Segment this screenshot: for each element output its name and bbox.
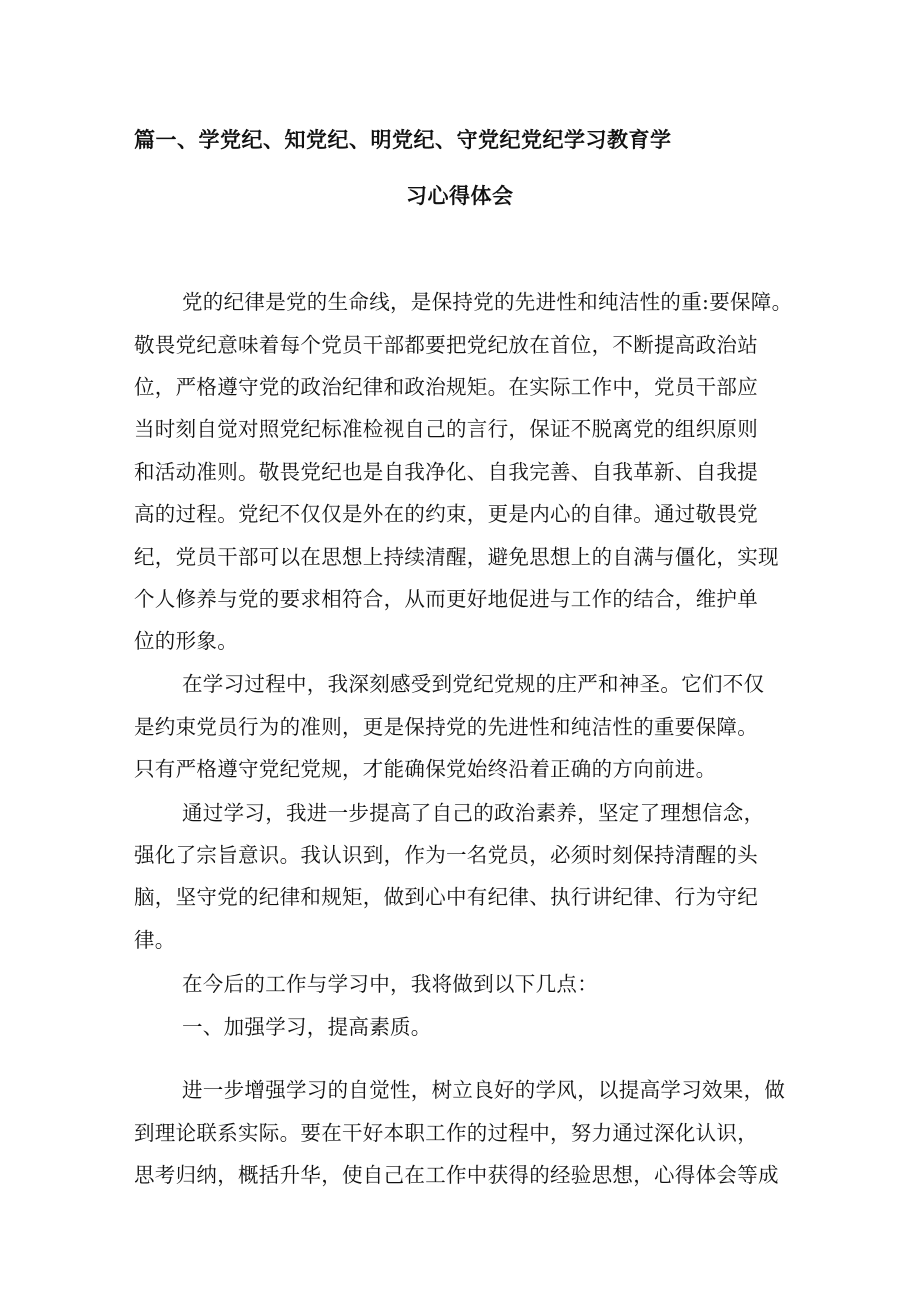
document-title-line-1: 篇一、学党纪、知党纪、明党纪、守党纪党纪学习教育学 bbox=[134, 128, 672, 152]
paragraph-line: 思考归纳，概括升华，使自己在工作中获得的经验思想，心得体会等成 bbox=[134, 1163, 779, 1187]
paragraph-line: 强化了宗旨意识。我认识到，作为一名党员，必须时刻保持清醒的头 bbox=[134, 843, 758, 867]
paragraph-line: 高的过程。党纪不仅仅是外在的约束，更是内心的自律。通过敬畏党 bbox=[134, 502, 758, 526]
paragraph-line: 在学习过程中，我深刻感受到党纪党规的庄严和神圣。它们不仅 bbox=[182, 672, 765, 696]
paragraph-line: 位，严格遵守党的政治纪律和政治规矩。在实际工作中，党员干部应 bbox=[134, 375, 758, 399]
paragraph-line: 当时刻自觉对照党纪标准检视自己的言行，保证不脱离党的组织原则 bbox=[134, 417, 758, 441]
paragraph-line: 是约束党员行为的准则，更是保持党的先进性和纯洁性的重要保障。 bbox=[134, 715, 758, 739]
paragraph-line: 和活动准则。敬畏党纪也是自我净化、自我完善、自我革新、自我提 bbox=[134, 460, 758, 484]
paragraph-line: 在今后的工作与学习中，我将做到以下几点： bbox=[182, 972, 598, 996]
paragraph-line: 党的纪律是党的生命线，是保持党的先进性和纯洁性的重:要保障。 bbox=[182, 290, 793, 314]
paragraph-line: 到理论联系实际。要在干好本职工作的过程中，努力通过深化认识， bbox=[134, 1121, 758, 1145]
paragraph-line: 只有严格遵守党纪党规，才能确保党始终沿着正确的方向前进。 bbox=[134, 757, 717, 781]
paragraph-line: 进一步增强学习的自觉性，树立良好的学风，以提高学习效果，做 bbox=[182, 1078, 786, 1102]
paragraph-line: 通过学习，我进一步提高了自己的政治素养，坚定了理想信念， bbox=[182, 801, 765, 825]
paragraph-line: 律。 bbox=[134, 928, 176, 952]
document-title-line-2: 习心得体会 bbox=[406, 184, 514, 208]
paragraph-line: 个人修养与党的要求相符合，从而更好地促进与工作的结合，维护单 bbox=[134, 587, 758, 611]
paragraph-line: 位的形象。 bbox=[134, 629, 238, 653]
paragraph-line: 敬畏党纪意味着每个党员干部都要把党纪放在首位，不断提高政治站 bbox=[134, 333, 758, 357]
paragraph-line: 纪，党员干部可以在思想上持续清醒，避免思想上的自满与僵化，实现 bbox=[134, 545, 779, 569]
paragraph-line: 脑，坚守党的纪律和规矩，做到心中有纪律、执行讲纪律、行为守纪 bbox=[134, 885, 758, 909]
section-heading: 一、加强学习，提高素质。 bbox=[182, 1015, 432, 1039]
